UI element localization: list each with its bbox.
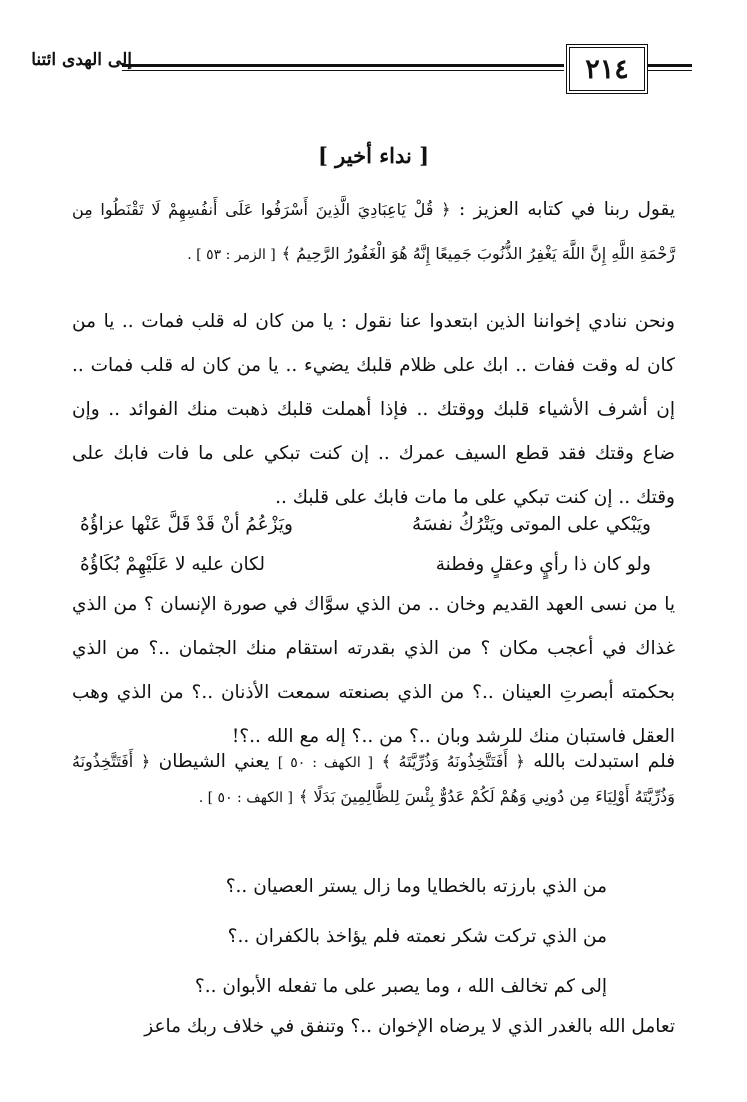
header-rule-end xyxy=(648,64,692,71)
question-list xyxy=(72,862,607,1012)
page-number: ٢١٤ xyxy=(566,44,648,94)
poem-hemistich: لكان عليه لا عَلَيْهِمْ بُكَاؤُهُ xyxy=(80,554,266,575)
quran-verse: ﴿ أَفَتَتَّخِذُونَهُ وَذُرِّيَّتَهُ أَوْلِيَاءَ مِن دُونِي وَهُمْ لَكُمْ عَدُوٌّ بِئْسَ لِلظَّالِمِينَ بَدَلًا ﴾ xyxy=(72,752,675,806)
paragraph-aside: يعني الشيطان xyxy=(158,751,270,772)
question-line: من الذي بارزته بالخطايا وما زال يستر العصيان ..؟ xyxy=(225,876,607,897)
paragraph-intro: يقول ربنا في كتابه العزيز : xyxy=(458,199,675,220)
section-title: [ نداء أخير ] xyxy=(317,143,430,168)
paragraph-questions: يا من نسى العهد القديم وخان .. من الذي سوَّاك في صورة الإنسان ؟ من الذي غذاك في أعجب مكان ؟ من الذي بقدرته استقام منك الجثمان ..؟ من الذي بحكمته أبصرتِ العينان ..؟ من الذي بصنعته سمعت الأذنان ..؟ من الذي وهب العقل فاستبان منك للرشد وبان ..؟ من ..؟ إله مع الله ..؟! xyxy=(72,594,675,747)
poem-line xyxy=(80,545,651,585)
question-line: إلى كم تخالف الله ، وما يصبر على ما تفعله الأبوان ..؟ xyxy=(194,976,607,997)
verse-citation: [ الكهف : ٥٠ ] . xyxy=(198,790,293,806)
book-title: إلى الهدى ائتنا xyxy=(31,50,132,70)
quran-verse: ﴿ قُلْ يَاعِبَادِيَ الَّذِينَ أَسْرَفُوا عَلَى أَنفُسِهِمْ لَا تَقْنَطُوا مِن رَّحْمَةِ اللَّهِ إِنَّ اللَّهَ يَغْفِرُ الذُّنُوبَ جَمِيعًا إِنَّهُ هُوَ الْغَفُورُ الرَّحِيمُ ﴾ xyxy=(72,200,675,263)
paragraph-verse-zumar xyxy=(72,188,675,277)
question-line: من الذي تركت شكر نعمته فلم يؤاخذ بالكفران ..؟ xyxy=(227,926,607,947)
header-rule xyxy=(122,64,564,71)
running-header xyxy=(31,40,692,110)
paragraph-intro: فلم استبدلت بالله xyxy=(533,751,676,772)
verse-citation: [ الزمر : ٥٣ ] . xyxy=(187,247,276,263)
poem-hemistich: ولو كان ذا رأيٍ وعقلٍ وفطنة xyxy=(435,554,651,575)
paragraph-verse-kahf xyxy=(72,745,675,815)
paragraph-call: ونحن ننادي إخواننا الذين ابتعدوا عنا نقول : يا من كان له قلب فمات .. يا من كان له وقت ففات .. ابك على ظلام قلبك يضيء .. يا من كان له قلب فمات .. إن أشرف الأشياء قلبك ووقتك .. فإذا أهملت قلبك ذهبت منك الفوائد .. وإن ضاع وقتك فقد قطع السيف عمرك .. إن كنت تبكي على ما فات فابك على وقتك .. إن كنت تبكي على ما مات فابك على قلبك .. xyxy=(72,311,675,508)
poem-line xyxy=(80,505,651,545)
paragraph-closing: تعامل الله بالغدر الذي لا يرضاه الإخوان ..؟ وتنفق في خلاف ربك ماعز xyxy=(144,1016,675,1037)
verse-citation: [ الكهف : ٥٠ ] xyxy=(277,755,374,771)
poem-hemistich: ويَبْكي على الموتى ويَتْرُكُ نفسَهُ xyxy=(411,514,651,535)
poem-hemistich: ويَزْعُمُ أنْ قَدْ قَلَّ عَنْها عزاؤُهُ xyxy=(80,514,293,535)
poem xyxy=(80,505,651,585)
quran-verse: ﴿ أَفَتَتَّخِذُونَهُ وَذُرِّيَّتَهُ ﴾ xyxy=(381,752,525,771)
